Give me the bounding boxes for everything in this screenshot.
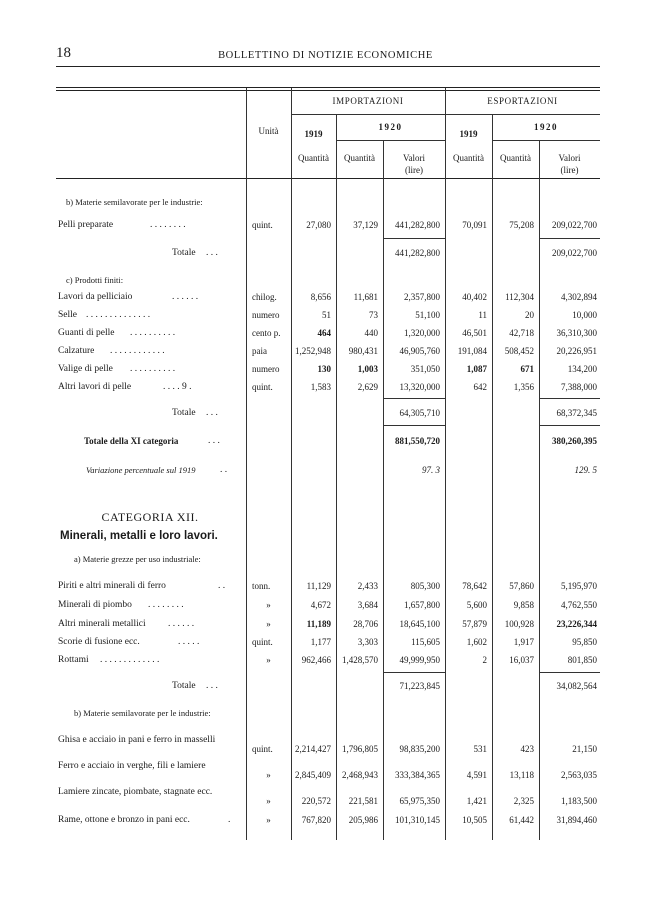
imp-1919-cell: 51 — [322, 310, 331, 320]
imp-1920-q-cell: 1,796,805 — [342, 744, 378, 754]
table-top-rule-2 — [56, 90, 600, 91]
leader-dots: . . . — [206, 681, 218, 691]
exp-1920-q-cell: 671 — [520, 364, 534, 374]
imp-1920-quantita: Quantità — [344, 153, 375, 163]
exp-1920-valori: Valori — [558, 153, 581, 163]
unit-cell: paia — [252, 346, 267, 356]
imp-1920-v-cell: 65,975,350 — [399, 796, 440, 806]
imp-1919-cell: 464 — [317, 328, 331, 338]
imp-1919-cell: 130 — [317, 364, 331, 374]
exp-1920-v-cell: 10,000 — [572, 310, 597, 320]
imp-1920-q-cell: 205,986 — [348, 815, 378, 825]
imp-1920-v-cell: 18,645,100 — [399, 619, 440, 629]
exp-1920-q-cell: 508,452 — [504, 346, 534, 356]
imp-1920-v-cell: 1,320,000 — [404, 328, 440, 338]
section-heading: b) Materie semilavorate per le industrie: — [66, 197, 203, 207]
imp-1919-quantita: Quantità — [298, 153, 329, 163]
leader-dots: . . . . . — [178, 637, 200, 647]
imp-1919-cell: 962,466 — [301, 655, 331, 665]
exp-1919-cell: 78,642 — [462, 581, 487, 591]
exp-subheader-rule — [445, 114, 600, 115]
imp-1919-cell: 4,672 — [310, 600, 331, 610]
imp-1920-q-cell: 1,428,570 — [342, 655, 378, 665]
row-label: Ferro e acciaio in verghe, fili e lamiere — [58, 761, 206, 771]
exp-1920-q-cell: 16,037 — [509, 655, 534, 665]
leader-dots: . . . — [208, 436, 220, 446]
exp-1920-q-cell: 75,208 — [509, 220, 534, 230]
unita-header: Unità — [258, 126, 279, 136]
exp-1919-cell: 10,505 — [462, 815, 487, 825]
imp-1920-v-cell: 13,320,000 — [399, 382, 440, 392]
imp-1920-v-cell: 333,384,365 — [395, 770, 440, 780]
header-rule — [56, 66, 600, 67]
row-label: Piriti e altri minerali di ferro — [58, 581, 166, 591]
imp-1919-cell: 27,080 — [306, 220, 331, 230]
exp-1920-q-cell: 1,356 — [513, 382, 534, 392]
unit-cell: quint. — [252, 637, 273, 647]
leader-dots: . . — [218, 581, 226, 591]
subtotal-rule — [539, 425, 600, 426]
imp-1920-v-cell: 46,905,760 — [399, 346, 440, 356]
imp-1920-v-cell: 101,310,145 — [395, 815, 440, 825]
category-subtitle: Minerali, metalli e loro lavori. — [60, 530, 218, 542]
row-label: Pelli preparate — [58, 220, 114, 230]
exp-1919-cell: 46,501 — [462, 328, 487, 338]
exp-1919-cell: 2 — [482, 655, 487, 665]
imp-1919-cell: 220,572 — [301, 796, 331, 806]
unit-cell: » — [266, 815, 271, 825]
subtotal-rule — [539, 398, 600, 399]
table-header-bottom-rule — [56, 178, 600, 179]
exp-1920-q-cell: 61,442 — [509, 815, 534, 825]
imp-1920-v-cell: 71,223,845 — [399, 681, 440, 691]
exp-1920-v-cell: 801,850 — [567, 655, 597, 665]
exp-1920-q-cell: 57,860 — [509, 581, 534, 591]
exp-1919-cell: 1,087 — [466, 364, 487, 374]
unit-cell: » — [266, 619, 271, 629]
imp-1919-cell: 1,583 — [310, 382, 331, 392]
running-title: BOLLETTINO DI NOTIZIE ECONOMICHE — [218, 50, 433, 61]
unit-cell: chilog. — [252, 292, 277, 302]
imp-1920-v-cell: 805,300 — [410, 581, 440, 591]
unit-cell: numero — [252, 310, 280, 320]
imp-1920-q-cell: 2,433 — [357, 581, 378, 591]
unit-cell: » — [266, 770, 271, 780]
variation-label: Variazione percentuale sul 1919 — [86, 465, 196, 475]
imp-1920-q-cell: 980,431 — [348, 346, 378, 356]
row-label: Calzature — [58, 346, 95, 356]
exp-1920-v-cell: 4,302,894 — [561, 292, 597, 302]
subtotal-rule — [539, 672, 600, 673]
leader-dots: . . . . . . . . . . . . . . — [86, 310, 151, 320]
imp-1920-q-cell: 3,684 — [357, 600, 378, 610]
unit-cell: quint. — [252, 382, 273, 392]
col-divider-unit — [246, 88, 247, 840]
leader-dots: . . . — [206, 248, 218, 258]
exp-1920-v-cell: 209,022,700 — [552, 220, 597, 230]
imp-1920-v-cell: 51,100 — [415, 310, 440, 320]
imp-1919-cell: 2,214,427 — [295, 744, 331, 754]
imp-year-1920: 1920 — [378, 122, 403, 132]
exp-1920-lire: (lire) — [560, 165, 579, 175]
subtotal-rule — [383, 398, 445, 399]
imp-1920-v-cell: 97. 3 — [422, 465, 440, 475]
exp-1920-q-cell: 112,304 — [505, 292, 534, 302]
imp-1920-v-cell: 49,999,950 — [399, 655, 440, 665]
exp-year-1919: 1919 — [459, 129, 478, 139]
imp-1920-q-cell: 37,129 — [353, 220, 378, 230]
total-label: Totale — [172, 681, 196, 691]
importazioni-header: IMPORTAZIONI — [332, 96, 404, 106]
exp-1920-v-cell: 1,183,500 — [561, 796, 597, 806]
exp-1920-v-cell: 2,563,035 — [561, 770, 597, 780]
imp-1920-v-cell: 1,657,800 — [404, 600, 440, 610]
exp-1920-v-cell: 95,850 — [572, 637, 597, 647]
exp-1920-v-cell: 21,150 — [572, 744, 597, 754]
leader-dots: . . . . . . — [168, 619, 195, 629]
exp-1919-cell: 4,591 — [466, 770, 487, 780]
exp-1919-cell: 11 — [478, 310, 487, 320]
row-label: Altri minerali metallici — [58, 619, 146, 629]
exp-1920-q-cell: 423 — [520, 744, 534, 754]
col-divider-exp — [445, 88, 446, 840]
category-total-label: Totale della XI categoria — [84, 436, 179, 446]
exp-1919-cell: 531 — [473, 744, 487, 754]
imp-1919-cell: 767,820 — [301, 815, 331, 825]
imp-subheader-rule — [291, 114, 445, 115]
unit-cell: quint. — [252, 220, 273, 230]
imp-1919-cell: 2,845,409 — [295, 770, 331, 780]
unit-cell: » — [266, 600, 271, 610]
imp-1920-v-cell: 441,282,800 — [395, 220, 440, 230]
table-top-rule — [56, 87, 600, 88]
leader-dots: . . . . . . . . . . . . — [110, 346, 165, 356]
imp-1920-v-cell: 881,550,720 — [395, 436, 440, 446]
exp-1920-q-cell: 9,858 — [513, 600, 534, 610]
imp-1920-rule — [336, 140, 445, 141]
imp-1920-q-cell: 1,003 — [357, 364, 378, 374]
exp-1920-v-cell: 134,200 — [567, 364, 597, 374]
section-heading: c) Prodotti finiti: — [66, 275, 124, 285]
exp-1920-v-cell: 380,260,395 — [552, 436, 597, 446]
exp-1920-v-cell: 4,762,550 — [561, 600, 597, 610]
imp-1920-v-cell: 2,357,800 — [404, 292, 440, 302]
unit-cell: » — [266, 655, 271, 665]
row-label: Lavori da pelliciaio — [58, 292, 133, 302]
exp-1920-q-cell: 42,718 — [509, 328, 534, 338]
section-heading: b) Materie semilavorate per le industrie: — [74, 708, 211, 718]
imp-1920-q-cell: 221,581 — [348, 796, 378, 806]
imp-1919-cell: 1,252,948 — [295, 346, 331, 356]
exp-1920-v-cell: 5,195,970 — [561, 581, 597, 591]
exp-1919-cell: 1,602 — [466, 637, 487, 647]
imp-1920-v-cell: 64,305,710 — [399, 408, 440, 418]
exp-1919-cell: 5,600 — [466, 600, 487, 610]
exp-1920-q-cell: 20 — [525, 310, 534, 320]
imp-1919-cell: 1,177 — [310, 637, 331, 647]
exp-1920-v-cell: 23,226,344 — [556, 619, 597, 629]
imp-1920-q-cell: 2,629 — [357, 382, 378, 392]
exp-1919-cell: 1,421 — [466, 796, 487, 806]
imp-1920-q-cell: 73 — [369, 310, 378, 320]
exp-1920-v-cell: 209,022,700 — [552, 248, 597, 258]
exp-1920-v-cell: 36,310,300 — [556, 328, 597, 338]
leader-dots: . . . . . . . . . . — [130, 328, 176, 338]
subtotal-rule — [539, 238, 600, 239]
exp-1919-cell: 191,084 — [457, 346, 487, 356]
imp-1920-q-cell: 11,681 — [353, 292, 378, 302]
row-label: Lamiere zincate, piombate, stagnate ecc. — [58, 787, 213, 797]
esportazioni-header: ESPORTAZIONI — [487, 96, 558, 106]
page-number: 18 — [56, 45, 71, 61]
exp-1920-q-cell: 1,917 — [513, 637, 534, 647]
subtotal-rule — [383, 238, 445, 239]
exp-1920-q-cell: 100,928 — [504, 619, 534, 629]
exp-1919-cell: 642 — [473, 382, 487, 392]
imp-1920-q-cell: 28,706 — [353, 619, 378, 629]
leader-dots: . . . . . . . . . . . . . — [100, 655, 160, 665]
exp-1919-cell: 40,402 — [462, 292, 487, 302]
category-title: CATEGORIA XII. — [101, 510, 199, 524]
total-label: Totale — [172, 408, 196, 418]
imp-1920-q-cell: 440 — [364, 328, 378, 338]
leader-dots: . . . . . . . . — [148, 600, 184, 610]
exp-1920-quantita: Quantità — [500, 153, 531, 163]
imp-year-1919: 1919 — [304, 129, 323, 139]
imp-1920-q-cell: 2,468,943 — [342, 770, 378, 780]
unit-cell: quint. — [252, 744, 273, 754]
imp-1919-cell: 11,189 — [306, 619, 331, 629]
leader-dots: . . . — [206, 408, 218, 418]
exp-1919-cell: 57,879 — [462, 619, 487, 629]
leader-dots: . . . . . . . . . . — [130, 364, 176, 374]
row-label: Minerali di piombo — [58, 600, 132, 610]
exp-1920-rule — [492, 140, 600, 141]
imp-1919-cell: 8,656 — [310, 292, 331, 302]
row-label: Rame, ottone e bronzo in pani ecc. — [58, 815, 190, 825]
row-label: Guanti di pelle — [58, 328, 115, 338]
section-heading: a) Materie grezze per uso industriale: — [74, 554, 201, 564]
exp-1920-q-cell: 13,118 — [509, 770, 534, 780]
imp-1920-v-cell: 115,605 — [411, 637, 440, 647]
exp-1920-v-cell: 129. 5 — [574, 465, 597, 475]
unit-cell: cento p. — [252, 328, 281, 338]
leader-dots: . — [228, 815, 231, 825]
leader-dots: . . . . 9 . — [163, 382, 192, 392]
unit-cell: tonn. — [252, 581, 271, 591]
imp-1920-v-cell: 351,050 — [410, 364, 440, 374]
unit-cell: » — [266, 796, 271, 806]
col-divider-exp-v — [539, 140, 540, 840]
unit-cell: numero — [252, 364, 280, 374]
exp-1920-v-cell: 34,082,564 — [556, 681, 597, 691]
leader-dots: . . . . . . . . — [150, 220, 186, 230]
leader-dots: . . . . . . — [172, 292, 199, 302]
row-label: Ghisa e acciaio in pani e ferro in masselli — [58, 735, 216, 745]
exp-1920-v-cell: 68,372,345 — [556, 408, 597, 418]
exp-1920-q-cell: 2,325 — [513, 796, 534, 806]
subtotal-rule — [383, 672, 445, 673]
exp-1920-v-cell: 7,388,000 — [561, 382, 597, 392]
leader-dots: . . — [220, 465, 228, 475]
row-label: Scorie di fusione ecc. — [58, 637, 140, 647]
exp-1920-v-cell: 31,894,460 — [556, 815, 597, 825]
imp-1920-valori: Valori — [403, 153, 425, 163]
imp-1919-cell: 11,129 — [306, 581, 331, 591]
imp-1920-v-cell: 441,282,800 — [395, 248, 440, 258]
exp-1919-quantita: Quantità — [453, 153, 484, 163]
row-label: Rottami — [58, 655, 89, 665]
total-label: Totale — [172, 248, 196, 258]
exp-1919-cell: 70,091 — [462, 220, 487, 230]
imp-1920-v-cell: 98,835,200 — [399, 744, 440, 754]
col-divider-imp-v — [383, 140, 384, 840]
exp-1920-v-cell: 20,226,951 — [556, 346, 597, 356]
exp-year-1920: 1920 — [534, 122, 558, 132]
subtotal-rule — [383, 425, 445, 426]
imp-1920-lire: (lire) — [405, 165, 423, 175]
row-label: Altri lavori di pelle — [58, 382, 132, 392]
imp-1920-q-cell: 3,303 — [357, 637, 378, 647]
row-label: Valige di pelle — [58, 364, 113, 374]
row-label: Selle — [58, 310, 77, 320]
col-divider-imp — [291, 88, 292, 840]
